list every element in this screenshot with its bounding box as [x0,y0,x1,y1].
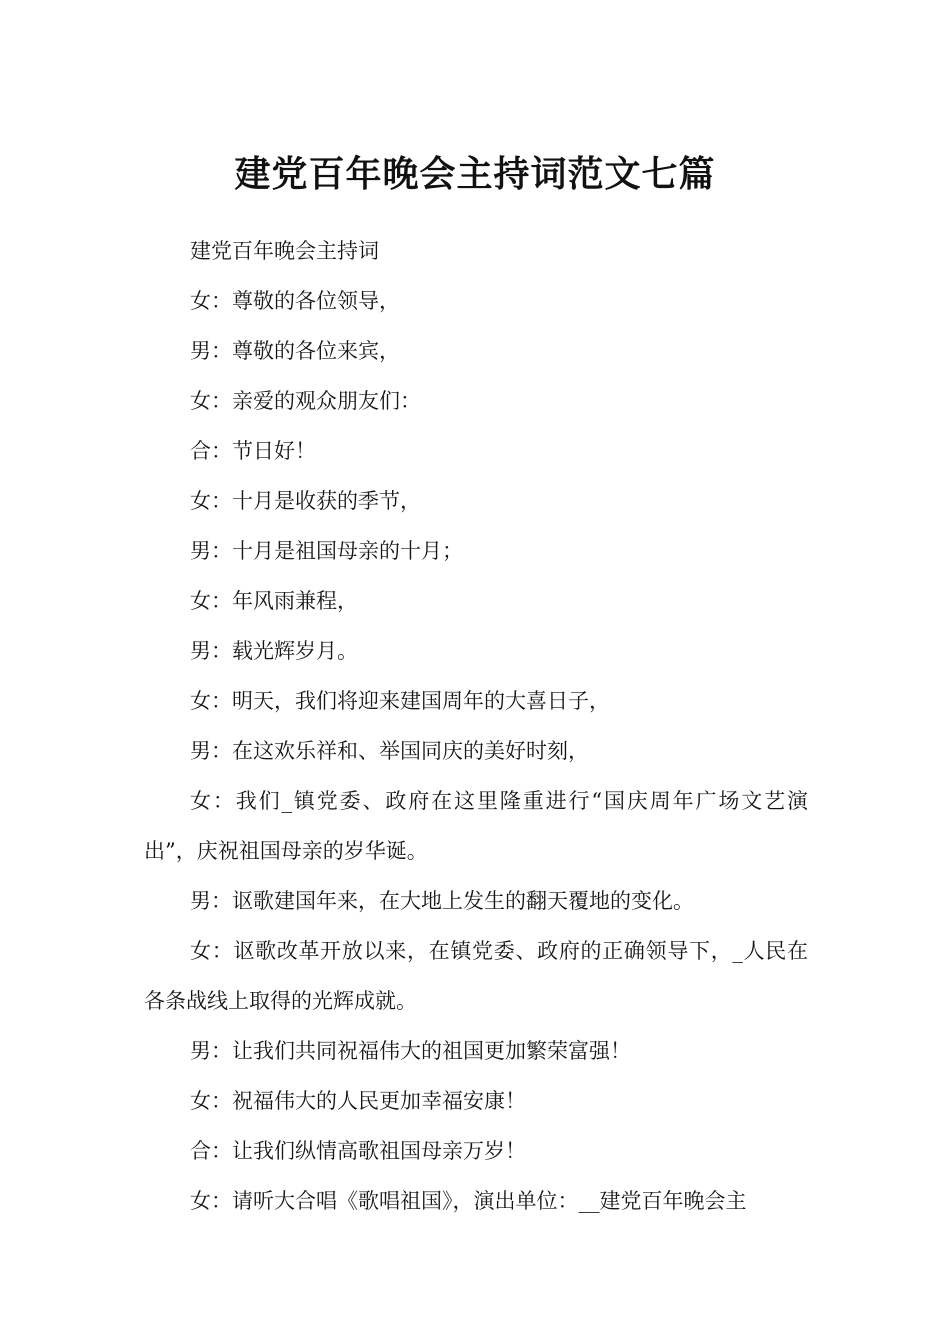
paragraph: 合：节日好！ [190,439,316,463]
paragraph: 建党百年晚会主持词 [190,239,379,263]
paragraph: 合：让我们纵情高歌祖国母亲万岁！ [190,1139,526,1163]
paragraph: 女：请听大合唱《歌唱祖国》，演出单位：__建党百年晚会主 [190,1189,747,1213]
paragraph: 女：讴歌改革开放以来，在镇党委、政府的正确领导下，_人民在各条战线上取得的光辉成就。 [144,939,808,1013]
document-body [144,226,808,1226]
paragraph: 女：祝福伟大的人民更加幸福安康！ [190,1089,526,1113]
paragraph: 男：十月是祖国母亲的十月； [190,539,463,563]
paragraph: 男：载光辉岁月。 [190,639,358,663]
paragraph: 男：讴歌建国年来，在大地上发生的翻天覆地的变化。 [190,889,694,913]
paragraph: 男：在这欢乐祥和、举国同庆的美好时刻， [190,739,589,763]
paragraph: 女：年风雨兼程， [190,589,358,613]
paragraph: 女：明天，我们将迎来建国周年的大喜日子， [190,689,610,713]
document-title: 建党百年晚会主持词范文七篇 [234,154,716,196]
paragraph: 女：十月是收获的季节， [190,489,421,513]
paragraph: 男：让我们共同祝福伟大的祖国更加繁荣富强！ [190,1039,631,1063]
paragraph: 女：我们_镇党委、政府在这里隆重进行“国庆周年广场文艺演出”，庆祝祖国母亲的岁华诞。 [144,789,808,863]
paragraph: 女：尊敬的各位领导， [190,289,400,313]
paragraph: 女：亲爱的观众朋友们： [190,389,421,413]
paragraph: 男：尊敬的各位来宾， [190,339,400,363]
